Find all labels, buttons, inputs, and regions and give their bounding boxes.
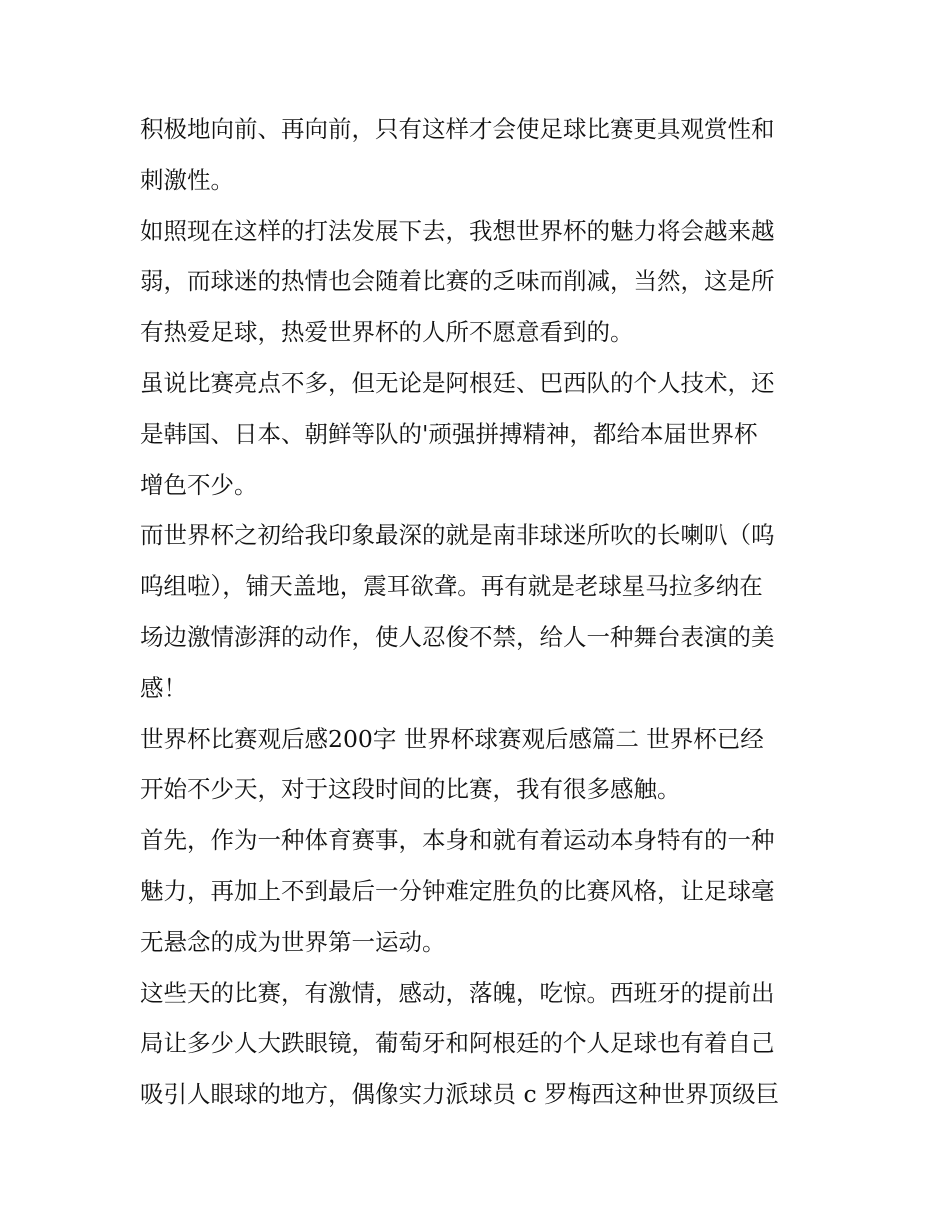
text-line: 开始不少天，对于这段时间的比赛，我有很多感触。 [140,775,681,804]
text-line: 增色不少。 [140,470,258,499]
text-line: 首先，作为一种体育赛事，本身和就有着运动本身特有的一种 [140,826,775,855]
text-line: 积极地向前、再向前，只有这样才会使足球比赛更具观赏性和 [140,115,775,143]
text-line: 场边激情澎湃的动作，使人忍俊不禁，给人一种舞台表演的美 [140,622,775,651]
document-body [140,104,820,1120]
text-line: 呜组啦），铺天盖地，震耳欲聋。再有就是老球星马拉多纳在 [140,572,763,601]
text-line: 这些天的比赛，有激情，感动，落魄，吃惊。西班牙的提前出 [140,978,775,1007]
text-line: 是韩国、日本、朝鲜等队的'顽强拼搏精神，都给本届世界杯 [140,419,758,448]
text-line: 虽说比赛亮点不多，但无论是阿根廷、巴西队的个人技术，还 [140,368,775,397]
text-line: 刺激性。 [140,165,234,194]
text-line: 无悬念的成为世界第一运动。 [140,927,446,956]
text-line: 而世界杯之初给我印象最深的就是南非球迷所吹的长喇叭（呜 [140,521,775,550]
text-line: 局让多少人大跌眼镜，葡萄牙和阿根廷的个人足球也有着自己 [140,1029,775,1058]
text-line: 弱，而球迷的热情也会随着比赛的乏味而削减，当然，这是所 [140,267,775,296]
text-line: 如照现在这样的打法发展下去，我想世界杯的魅力将会越来越 [140,216,775,245]
text-line: 感！ [140,673,187,702]
text-line: 世界杯比赛观后感200字 世界杯球赛观后感篇二 世界杯已经 [140,724,764,753]
text-line: 有热爱足球，热爱世界杯的人所不愿意看到的。 [140,318,634,347]
text-line: 吸引人眼球的地方，偶像实力派球员 c 罗梅西这种世界顶级巨 [140,1080,780,1109]
text-line: 魅力，再加上不到最后一分钟难定胜负的比赛风格，让足球毫 [140,876,775,905]
